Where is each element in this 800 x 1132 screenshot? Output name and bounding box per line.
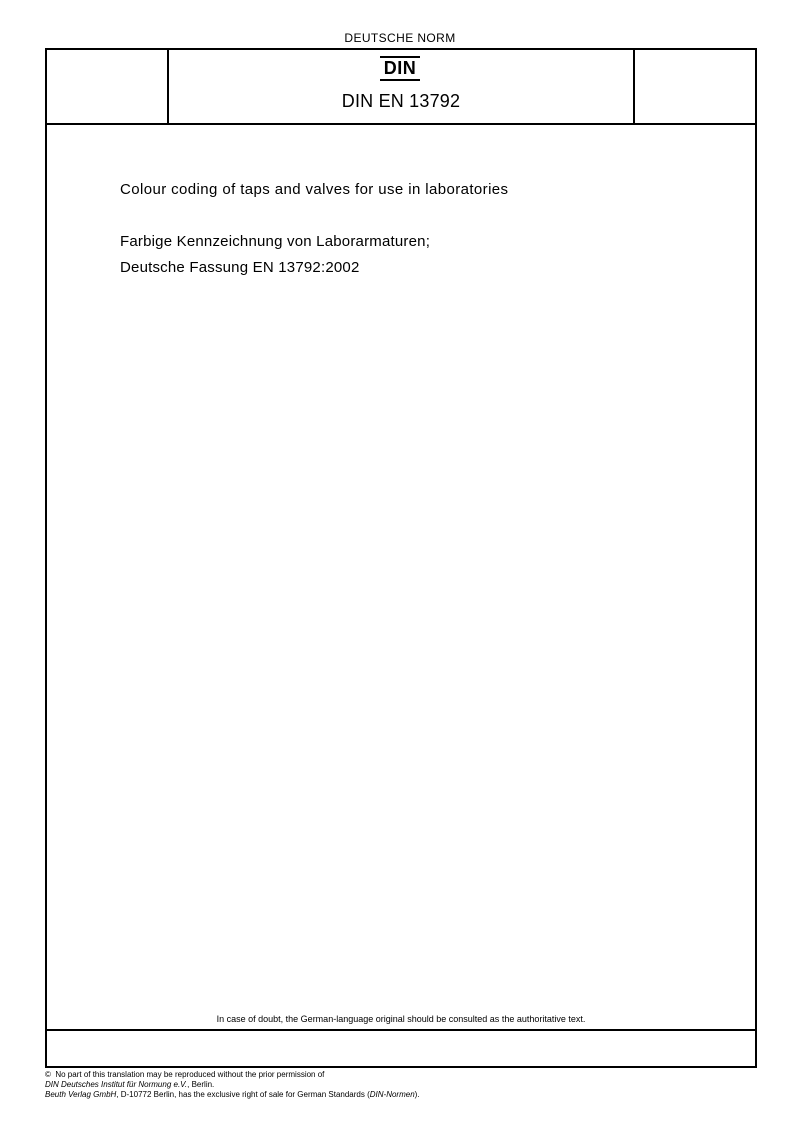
din-logo-bottom-bar [380, 79, 420, 81]
beuth-verlag-name: Beuth Verlag GmbH [45, 1090, 117, 1099]
copyright-line-3-mid: , D-10772 Berlin, has the exclusive right of sale for German Standards ( [116, 1090, 370, 1099]
header-divider [45, 123, 757, 125]
copyright-line-2 [45, 1080, 420, 1090]
copyright-line-1-text: No part of this translation may be reproduced without the prior permission of [55, 1070, 325, 1079]
footer-divider [45, 1029, 757, 1031]
din-normen-label: DIN-Normen [369, 1090, 415, 1099]
copyright-line-1 [45, 1070, 420, 1080]
document-number: DIN EN 13792 [341, 91, 461, 111]
din-logo [375, 56, 425, 84]
title-german-line-2: Deutsche Fassung EN 13792:2002 [120, 259, 360, 276]
authoritative-text-note: In case of doubt, the German-language original should be consulted as the authoritative text. [216, 1014, 586, 1024]
din-logo-text: DIN [383, 58, 417, 78]
copyright-line-2-rest: , Berlin. [187, 1080, 215, 1089]
title-english: Colour coding of taps and valves for use in laboratories [120, 181, 509, 198]
copyright-symbol: © [45, 1070, 51, 1079]
header-right-divider [633, 48, 635, 125]
header-left-divider [167, 48, 169, 125]
title-german-line-1: Farbige Kennzeichnung von Laborarmaturen; [120, 233, 431, 250]
copyright-line-3 [45, 1090, 420, 1100]
page-frame [45, 48, 757, 1068]
deutsche-norm-label: DEUTSCHE NORM [344, 31, 456, 45]
copyright-line-3-end: ). [414, 1090, 420, 1099]
din-institute-name: DIN Deutsches Institut für Normung e.V. [45, 1080, 188, 1089]
copyright-notice [45, 1070, 420, 1100]
